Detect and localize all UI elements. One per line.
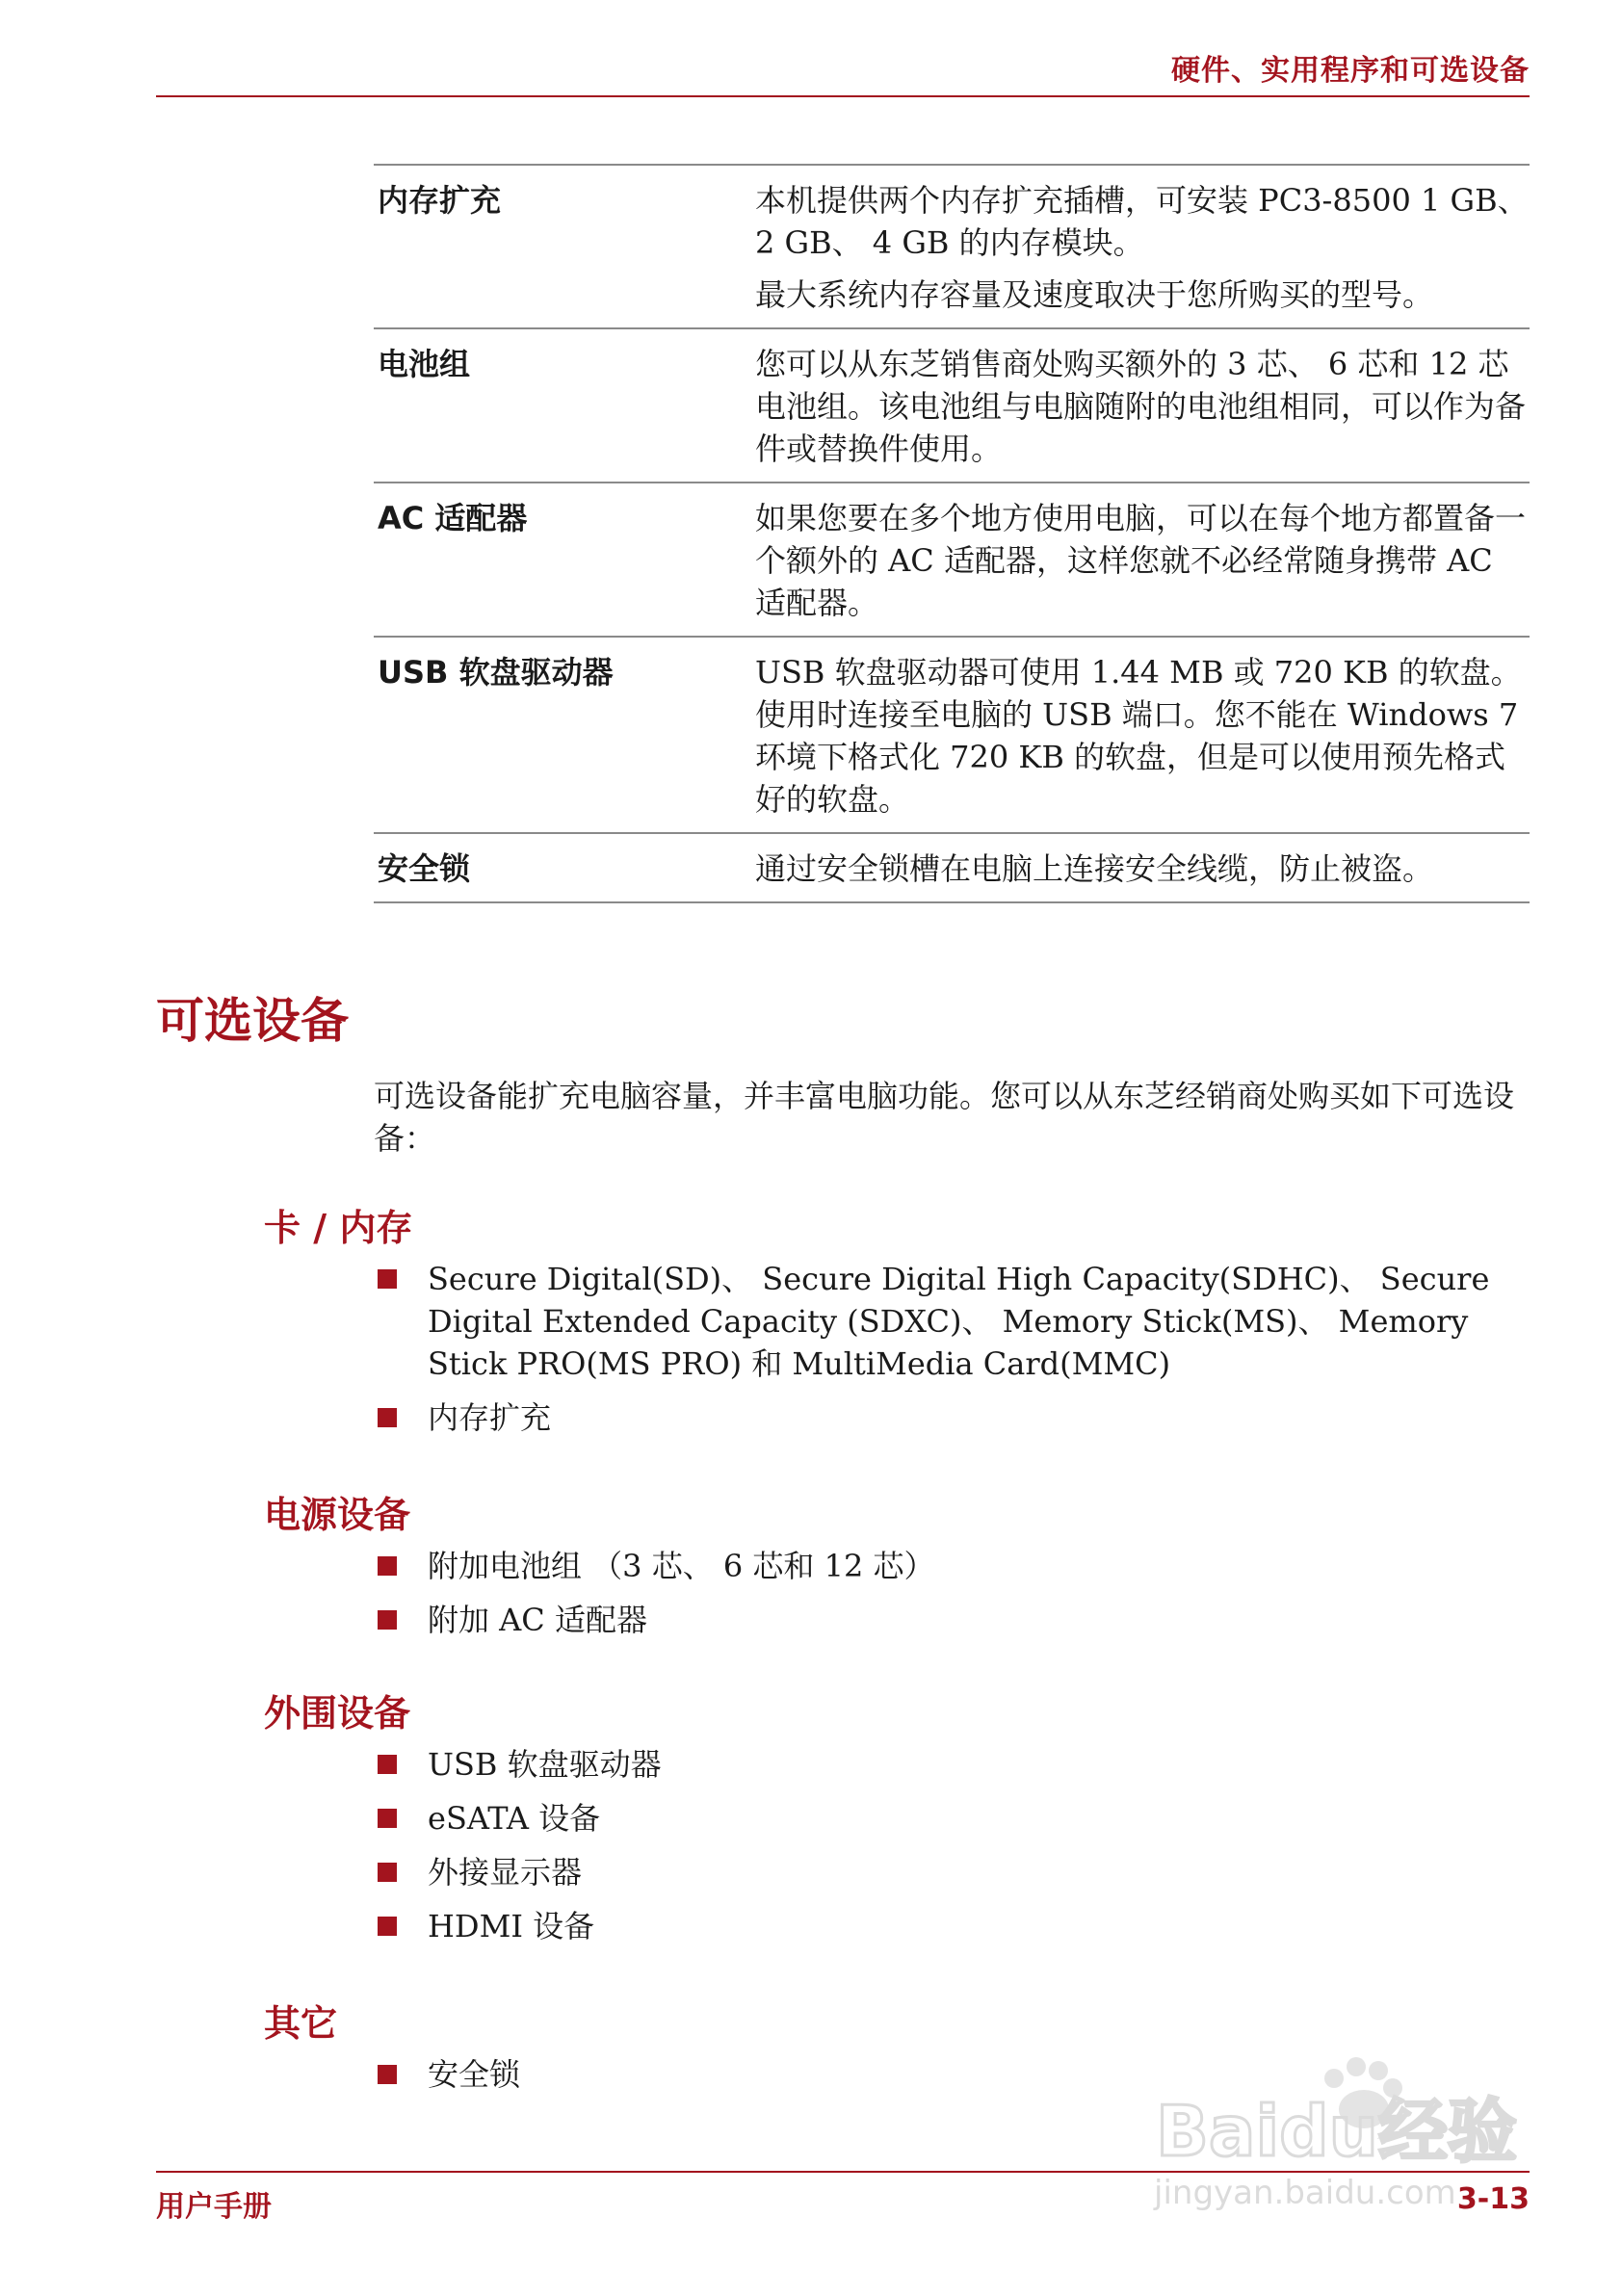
spec-desc-text: 最大系统内存容量及速度取决于您所购买的型号。 [755,276,1434,313]
group-title: 电源设备 [264,1494,411,1536]
svg-text:Baidu经验: Baidu经验 [1156,2091,1517,2172]
bullet-list [374,1545,1530,1653]
list-item-text: HDMI 设备 [428,1908,595,1944]
spec-desc-text: 您可以从东芝销售商处购买额外的 3 芯、 6 芯和 12 芯电池组。该电池组与电脑随附的电池组相同，可以作为备件或替换件使用。 [755,346,1527,467]
list-item [374,1396,1530,1439]
list-item [374,1599,1530,1641]
spec-desc-text: 本机提供两个内存扩充插槽，可安装 PC3-8500 1 GB、 2 GB、 4 GB 的内存模块。 [755,182,1529,261]
spec-label: 内存扩充 [378,182,502,219]
spec-label: USB 软盘驱动器 [378,654,614,691]
bullet-icon [378,1610,397,1630]
svg-text:jingyan.baidu.com: jingyan.baidu.com [1154,2174,1456,2212]
list-item-text: 内存扩充 [428,1399,552,1436]
list-item-text: eSATA 设备 [428,1800,601,1837]
bullet-icon [378,1408,397,1427]
header-rule [156,95,1530,97]
spec-label: 安全锁 [378,850,471,887]
list-item-text: USB 软盘驱动器 [428,1746,662,1783]
spec-label: AC 适配器 [378,500,528,536]
footer-rule [156,2171,1530,2173]
bullet-icon [378,1556,397,1576]
spec-row [374,636,1530,832]
spec-desc [755,651,1530,821]
group-title: 外围设备 [264,1692,411,1735]
list-item [374,1743,1530,1786]
list-item [374,1258,1530,1385]
spec-desc [755,848,1530,890]
spec-row [374,327,1530,482]
group-title: 其它 [264,2002,338,2045]
section-title: 可选设备 [156,993,349,1049]
bullet-list [374,1743,1530,1959]
list-item-text: 附加电池组 （3 芯、 6 芯和 12 芯） [428,1548,935,1584]
spec-desc-text: USB 软盘驱动器可使用 1.44 MB 或 720 KB 的软盘。使用时连接至电脑的 USB 端口。您不能在 Windows 7 环境下格式化 720 KB 的软盘，但是可以使用预先格式好的软盘。 [755,654,1522,818]
spec-desc-text: 如果您要在多个地方使用电脑，可以在每个地方都置备一个额外的 AC 适配器，这样您就不必经常随身携带 AC 适配器。 [755,500,1527,621]
list-item [374,1905,1530,1947]
list-item-text: 附加 AC 适配器 [428,1602,647,1638]
list-item [374,1851,1530,1893]
section-intro: 可选设备能扩充电脑容量，并丰富电脑功能。您可以从东芝经销商处购买如下可选设备： [374,1078,1515,1157]
bullet-icon [378,1917,397,1936]
bullet-icon [378,1755,397,1774]
spec-desc [755,179,1530,316]
list-item [374,1545,1530,1587]
spec-desc [755,343,1530,470]
spec-row [374,832,1530,903]
bullet-list [374,1258,1530,1450]
group-title: 卡 / 内存 [264,1207,413,1249]
list-item-text: 外接显示器 [428,1854,583,1891]
spec-label: 电池组 [378,346,471,382]
bullet-icon [378,1863,397,1882]
header-title: 硬件、实用程序和可选设备 [1171,54,1530,88]
list-item-text: 安全锁 [428,2056,521,2093]
spec-desc-text: 通过安全锁槽在电脑上连接安全线缆，防止被盗。 [755,850,1434,887]
footer-manual-label: 用户手册 [156,2190,272,2224]
spec-row [374,482,1530,636]
list-item [374,1797,1530,1839]
bullet-icon [378,2065,397,2084]
spec-desc [755,497,1530,624]
spec-row [374,164,1530,327]
spec-table [374,164,1530,903]
bullet-icon [378,1269,397,1289]
bullet-icon [378,1809,397,1828]
list-item-text: Secure Digital(SD)、 Secure Digital High Capacity(SDHC)、 Secure Digital Extended Capacity (SDXC)、 Memory Stick(MS)、 Memory Stick PRO(MS PRO) 和 MultiMedia Card(MMC) [428,1261,1490,1382]
page-number: 3-13 [1456,2182,1530,2216]
